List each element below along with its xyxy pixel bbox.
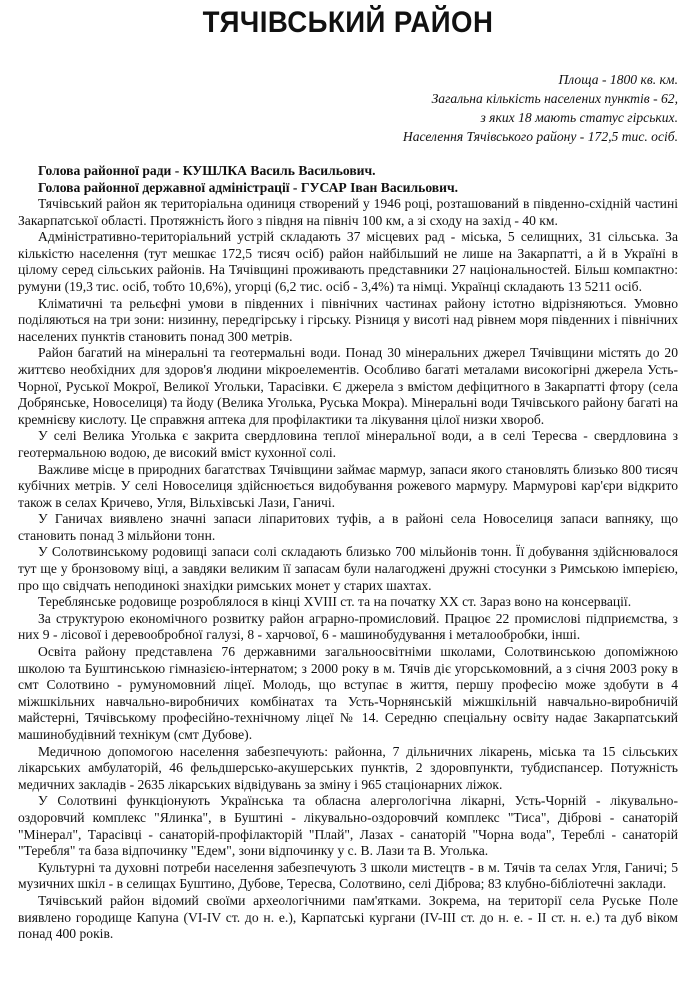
paragraph: Культурні та духовні потреби населення забезпечують 3 школи мистецтв - в м. Тячів та селах Угля, Ганичі; 5 музичних шкіл - в селищах Буштино, Дубове, Тересва, Солотвино, селі Діброва; 83 клубно-бібліотечні заклади. <box>18 859 678 892</box>
paragraph: Кліматичні та рельєфні умови в південних і північних частинах району істотно відрізняються. Умовно поділяються на три зони: низинну, передгірську і гірську. Різниця у висоті над рівнем моря південних і північних населених пунктів становить понад 300 метрів. <box>18 295 678 344</box>
district-stats <box>18 70 678 146</box>
paragraph: Тячівський район як територіальна одиниця створений у 1946 році, розташований в південно-східній частині Закарпатської області. Протяжність його з півдня на північ 100 км, а зі сходу на захід - 40 км. <box>18 196 678 228</box>
administration-head: Голова районної державної адміністрації - ГУСАР Іван Васильович. <box>38 180 459 195</box>
stat-settlements: Загальна кількість населених пунктів - 62, <box>431 91 678 106</box>
stat-area: Площа - 1800 кв. км. <box>558 72 678 87</box>
paragraph: Тереблянське родовище розроблялося в кінці XVIII ст. та на початку ХХ ст. Зараз воно на консервації. <box>38 594 632 610</box>
paragraph: Район багатий на мінеральні та геотермальні води. Понад 30 мінеральних джерел Тячівщини містять до 20 життєво необхідних для здоров'я людини мікроелементів. Особливо багаті металами високогірні джерела Усть-Чорної, Руської Мокрої, Великої Угольки, Тарасівки. Є джерела з вмістом дефіцитного в Закарпатті фтору (села Добрянське, Новоселиця) та йоду (Велика Уголька, Руська Мокра). Мінеральні води Тячівського району багаті на кремнієву кислоту. Це справжня аптека для профілактики та лікування цілої низки хвороб. <box>18 345 678 427</box>
council-head: Голова районної ради - КУШЛКА Василь Васильович. <box>38 163 376 178</box>
stat-population: Населення Тячівського району - 172,5 тис. осіб. <box>402 129 678 144</box>
paragraph: Медичною допомогою населення забезпечують: районна, 7 дільничних лікарень, міська та 15 сільських лікарських амбулаторій, 46 фельдшерсько-акушерських пунктів, 2 здоровпункти, тубдиспансер. Потужність медичних закладів - 2635 лікарських відвідувань за зміну і 965 стаціонарних ліжок. <box>18 743 678 792</box>
page-title: ТЯЧІВСЬКИЙ РАЙОН <box>202 6 494 39</box>
paragraph: Тячівський район відомий своїми археологічними пам'ятками. Зокрема, на території села Руське Поле виявлено городище Капуна (VI-IV ст. до н. е.), Карпатські кургани (IV-III ст. до н. е. - II ст. н. е.) та дуб віком понад 400 років. <box>18 892 678 942</box>
document-body <box>18 196 678 943</box>
paragraph: Важливе місце в природних багатствах Тячівщини займає мармур, запаси якого становлять близько 800 тисяч кубічних метрів. У селі Новоселиця здійснюється видобування рожевого мармуру. Мармурові кар'єри відкрито також в селах Кричево, Угля, Вільхівські Лази, Ганичі. <box>18 461 678 510</box>
paragraph: У селі Велика Уголька є закрита свердловина теплої мінеральної води, а в селі Тересва - свердловина з геотермальною водою, де високий вміст кухонної солі. <box>18 428 678 460</box>
paragraph: У Солотвині функціонують Українська та обласна алергологічна лікарні, Усть-Чорній - лікувально-оздоровчий комплекс "Ялинка", в Буштині - лікувально-оздоровчий комплекс "Тиса", Діброві - санаторій "Мінерал", Тарасівці - санаторій-профілакторій "Плай", Лазах - санаторій "Чорна вода", Тереблі - санаторій "Теребля" та база відпочинку "Едем", зони відпочинку у с. В. Лази та В. Уголька. <box>18 793 678 859</box>
officials <box>18 162 678 196</box>
paragraph: У Ганичах виявлено значні запаси ліпаритових туфів, а в районі села Новоселиця запаси вапняку, що становить понад 3 мільйони тонн. <box>18 511 678 543</box>
paragraph: Освіта району представлена 76 державними загальноосвітніми школами, Солотвинською допоміжною школою та Буштинською гімназією-інтернатом; з 2000 року в м. Тячів діє угорськомовний, а з січня 2003 року в смт Солотвино - румуномовний ліцеї. Молодь, що вступає в життя, першу професію може здобути в 4 міжшкільних навчально-виробничих комбінатах та Усть-Чорнянській міжшкільній навчально-виробничій майстерні, Тячівському професійно-технічному ліцеї № 14. Середню спеціальну освіту надає Закарпатський машинобудівний технікум (смт Дубове). <box>18 644 678 742</box>
stat-mountain: з яких 18 мають статус гірських. <box>480 110 678 125</box>
paragraph: У Солотвинському родовищі запаси солі складають близько 700 мільйонів тонн. Її добування здійснювалося тут ще у бронзовому віці, а завдяки великим її запасам були налагоджені дружні стосунки з Римською імперією, про що свідчать неподинокі знахідки римських монет у старих шахтах. <box>18 544 678 593</box>
paragraph: Адміністративно-територіальний устрій складають 37 місцевих рад - міська, 5 селищних, 31 сільська. За кількістю населення (тут мешкає 172,5 тисяч осіб) район найбільший не лише на Закарпатті, а й в Україні в цілому серед сільських районів. На Тячівщині проживають представники 27 національностей. Більш компактно: румуни (19,3 тис. осіб, тобто 10,6%), угорці (6,2 тис. осіб - 3,4%) та німці. Українці складають 13 5211 осіб. <box>18 229 678 294</box>
paragraph: За структурою економічного розвитку район аграрно-промисловий. Працює 22 промислові підприємства, з них 9 - лісової і деревообробної галузі, 8 - харчової, 6 - машинобудування і металообробки, інші. <box>18 610 678 643</box>
